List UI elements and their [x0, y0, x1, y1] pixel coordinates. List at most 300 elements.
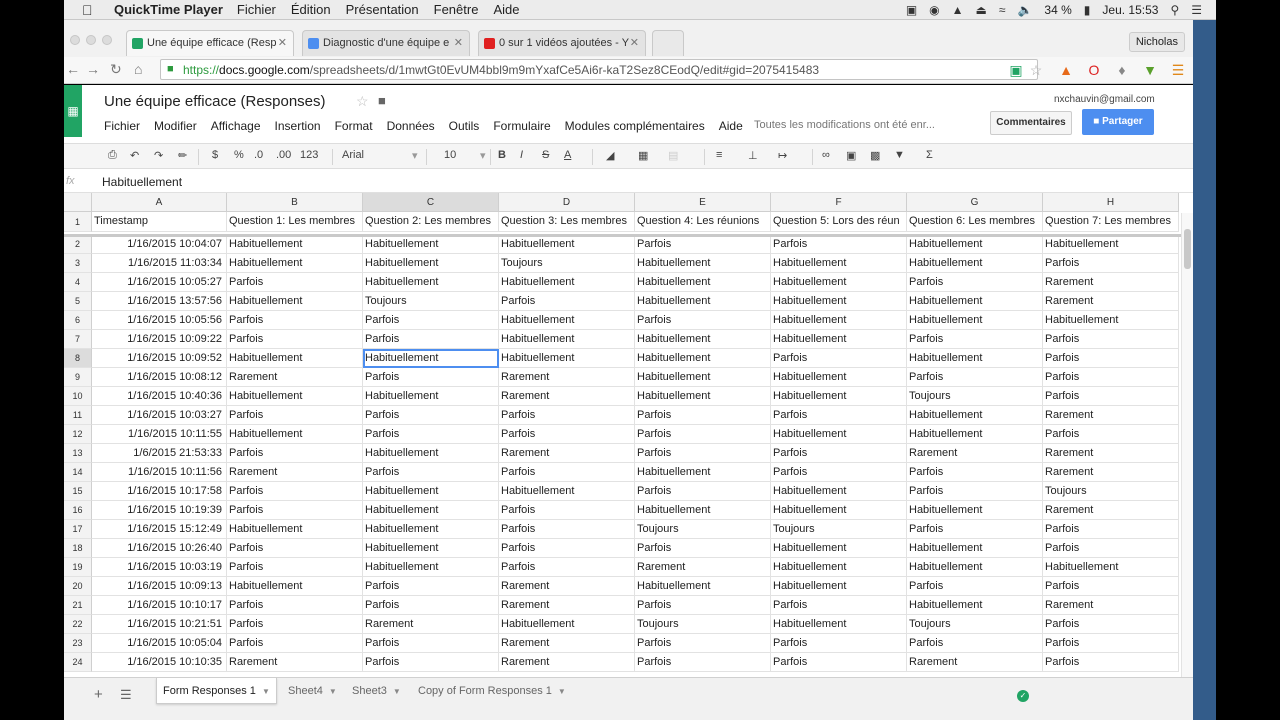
- timestamp-cell[interactable]: 1/6/2015 21:53:33: [92, 444, 227, 463]
- response-cell[interactable]: Toujours: [907, 615, 1043, 634]
- row-header[interactable]: 24: [64, 653, 92, 672]
- response-cell[interactable]: Parfois: [499, 292, 635, 311]
- menu-affichage[interactable]: Affichage: [210, 119, 261, 133]
- print-icon[interactable]: ⎙: [108, 149, 117, 161]
- clock[interactable]: Jeu. 15:53: [1102, 2, 1159, 17]
- response-cell[interactable]: Parfois: [499, 425, 635, 444]
- response-cell[interactable]: Parfois: [1043, 387, 1179, 406]
- timestamp-cell[interactable]: 1/16/2015 10:03:27: [92, 406, 227, 425]
- menu-donnees[interactable]: Données: [386, 119, 435, 133]
- response-cell[interactable]: Parfois: [907, 577, 1043, 596]
- chrome-menu-icon[interactable]: ☰: [1171, 62, 1185, 78]
- response-cell[interactable]: Toujours: [635, 520, 771, 539]
- response-cell[interactable]: Parfois: [1043, 425, 1179, 444]
- timestamp-cell[interactable]: 1/16/2015 10:04:07: [92, 235, 227, 254]
- response-cell[interactable]: Parfois: [907, 520, 1043, 539]
- response-cell[interactable]: Parfois: [1043, 653, 1179, 672]
- response-cell[interactable]: Rarement: [499, 634, 635, 653]
- response-cell[interactable]: Rarement: [363, 615, 499, 634]
- response-cell[interactable]: Parfois: [363, 634, 499, 653]
- response-cell[interactable]: Rarement: [499, 577, 635, 596]
- response-cell[interactable]: Habituellement: [907, 235, 1043, 254]
- response-cell[interactable]: Parfois: [771, 235, 907, 254]
- timestamp-cell[interactable]: 1/16/2015 10:11:56: [92, 463, 227, 482]
- response-cell[interactable]: Habituellement: [771, 292, 907, 311]
- timestamp-cell[interactable]: 1/16/2015 10:26:40: [92, 539, 227, 558]
- response-cell[interactable]: Habituellement: [907, 254, 1043, 273]
- response-cell[interactable]: Parfois: [227, 634, 363, 653]
- response-cell[interactable]: Parfois: [363, 653, 499, 672]
- row-header[interactable]: 2: [64, 235, 92, 254]
- row-header[interactable]: 1: [64, 212, 92, 232]
- row-header[interactable]: 23: [64, 634, 92, 653]
- menu-aide[interactable]: Aide: [493, 2, 520, 17]
- column-header-g[interactable]: G: [907, 193, 1043, 212]
- sheet-tab-sheet4[interactable]: [282, 678, 343, 704]
- insert-comment-icon[interactable]: ▣: [846, 150, 857, 162]
- response-cell[interactable]: Parfois: [635, 444, 771, 463]
- response-cell[interactable]: Habituellement: [227, 349, 363, 368]
- row-header[interactable]: 20: [64, 577, 92, 596]
- row-header[interactable]: 19: [64, 558, 92, 577]
- response-cell[interactable]: Rarement: [1043, 463, 1179, 482]
- document-title[interactable]: Une équipe efficace (Responses): [104, 93, 326, 110]
- column-header-c[interactable]: C: [363, 193, 499, 212]
- response-cell[interactable]: Habituellement: [499, 235, 635, 254]
- currency-format-icon[interactable]: $: [212, 149, 219, 161]
- response-cell[interactable]: Parfois: [907, 482, 1043, 501]
- response-cell[interactable]: Parfois: [771, 444, 907, 463]
- vertical-align-icon[interactable]: ⊥: [748, 150, 758, 162]
- row-header[interactable]: 9: [64, 368, 92, 387]
- header-cell[interactable]: Question 4: Les réunions: [635, 212, 771, 232]
- extension-puzzle-icon[interactable]: ♦: [1118, 62, 1126, 78]
- timestamp-cell[interactable]: 1/16/2015 10:11:55: [92, 425, 227, 444]
- response-cell[interactable]: Rarement: [1043, 501, 1179, 520]
- header-cell[interactable]: Question 7: Les membres: [1043, 212, 1179, 232]
- sheet-tab-copy-form-responses-1[interactable]: [412, 678, 572, 704]
- share-button[interactable]: [1082, 109, 1154, 135]
- menu-formulaire[interactable]: Formulaire: [493, 119, 551, 133]
- add-sheet-icon[interactable]: +: [94, 686, 103, 703]
- response-cell[interactable]: Parfois: [363, 406, 499, 425]
- response-cell[interactable]: Parfois: [227, 406, 363, 425]
- row-header[interactable]: 14: [64, 463, 92, 482]
- menu-fenetre[interactable]: Fenêtre: [433, 2, 479, 17]
- header-cell[interactable]: Question 2: Les membres: [363, 212, 499, 232]
- response-cell[interactable]: Parfois: [771, 349, 907, 368]
- response-cell[interactable]: Parfois: [771, 653, 907, 672]
- strikethrough-icon[interactable]: S: [542, 149, 550, 161]
- response-cell[interactable]: Habituellement: [499, 615, 635, 634]
- response-cell[interactable]: Rarement: [1043, 406, 1179, 425]
- sheet-tab-form-responses-1[interactable]: [156, 678, 277, 704]
- menu-aide[interactable]: Aide: [718, 119, 743, 133]
- window-minimize-button[interactable]: [86, 35, 96, 45]
- response-cell[interactable]: Habituellement: [363, 387, 499, 406]
- chevron-down-icon[interactable]: ▾: [412, 150, 418, 162]
- column-header-h[interactable]: H: [1043, 193, 1179, 212]
- row-header[interactable]: 7: [64, 330, 92, 349]
- response-cell[interactable]: Habituellement: [771, 482, 907, 501]
- column-header-e[interactable]: E: [635, 193, 771, 212]
- response-cell[interactable]: Habituellement: [227, 425, 363, 444]
- screen-record-icon[interactable]: ▣: [905, 2, 918, 17]
- response-cell[interactable]: Rarement: [499, 653, 635, 672]
- header-cell[interactable]: Question 3: Les membres: [499, 212, 635, 232]
- response-cell[interactable]: Habituellement: [771, 368, 907, 387]
- response-cell[interactable]: Parfois: [635, 539, 771, 558]
- response-cell[interactable]: Parfois: [227, 615, 363, 634]
- response-cell[interactable]: Habituellement: [907, 349, 1043, 368]
- tab-close-icon[interactable]: ✕: [277, 37, 287, 49]
- formula-input[interactable]: Habituellement: [102, 175, 183, 189]
- response-cell[interactable]: Habituellement: [499, 482, 635, 501]
- timestamp-cell[interactable]: 1/16/2015 10:19:39: [92, 501, 227, 520]
- timestamp-cell[interactable]: 1/16/2015 10:05:56: [92, 311, 227, 330]
- address-bar[interactable]: [160, 59, 1038, 80]
- response-cell[interactable]: Parfois: [227, 501, 363, 520]
- battery-icon[interactable]: ▮: [1083, 2, 1091, 17]
- response-cell[interactable]: Parfois: [771, 634, 907, 653]
- response-cell[interactable]: Rarement: [499, 596, 635, 615]
- response-cell[interactable]: Parfois: [363, 577, 499, 596]
- menu-insertion[interactable]: Insertion: [274, 119, 321, 133]
- bold-icon[interactable]: B: [498, 149, 506, 161]
- frozen-row-divider[interactable]: [64, 234, 1184, 237]
- response-cell[interactable]: Parfois: [363, 330, 499, 349]
- response-cell[interactable]: Parfois: [499, 520, 635, 539]
- response-cell[interactable]: Parfois: [499, 558, 635, 577]
- insert-chart-icon[interactable]: ▩: [870, 150, 881, 162]
- response-cell[interactable]: Rarement: [1043, 273, 1179, 292]
- response-cell[interactable]: Rarement: [1043, 444, 1179, 463]
- response-cell[interactable]: Habituellement: [771, 387, 907, 406]
- header-cell[interactable]: Question 6: Les membres: [907, 212, 1043, 232]
- response-cell[interactable]: Rarement: [907, 653, 1043, 672]
- response-cell[interactable]: Parfois: [1043, 577, 1179, 596]
- response-cell[interactable]: Parfois: [907, 273, 1043, 292]
- response-cell[interactable]: Habituellement: [635, 330, 771, 349]
- apple-icon[interactable]: [82, 2, 100, 18]
- wifi-icon[interactable]: ≈: [998, 2, 1006, 17]
- response-cell[interactable]: Parfois: [227, 539, 363, 558]
- menu-modifier[interactable]: Modifier: [154, 119, 197, 133]
- response-cell[interactable]: Habituellement: [227, 577, 363, 596]
- merge-cells-icon[interactable]: ▤: [668, 150, 679, 162]
- vertical-scrollbar[interactable]: [1181, 213, 1193, 683]
- response-cell[interactable]: Parfois: [635, 425, 771, 444]
- menu-outils[interactable]: Outils: [448, 119, 480, 133]
- back-icon[interactable]: ←: [66, 61, 80, 77]
- response-cell[interactable]: Parfois: [227, 558, 363, 577]
- response-cell[interactable]: Parfois: [227, 444, 363, 463]
- response-cell[interactable]: Habituellement: [363, 349, 499, 368]
- row-header[interactable]: 5: [64, 292, 92, 311]
- timestamp-cell[interactable]: 1/16/2015 10:40:36: [92, 387, 227, 406]
- response-cell[interactable]: Rarement: [1043, 596, 1179, 615]
- extension-opera-icon[interactable]: O: [1088, 62, 1100, 78]
- response-cell[interactable]: Habituellement: [227, 235, 363, 254]
- eject-icon[interactable]: ⏏: [975, 2, 987, 17]
- response-cell[interactable]: Habituellement: [771, 615, 907, 634]
- response-cell[interactable]: Habituellement: [363, 273, 499, 292]
- font-size-select[interactable]: 10: [444, 149, 457, 161]
- response-cell[interactable]: Habituellement: [771, 539, 907, 558]
- response-cell[interactable]: Rarement: [635, 558, 771, 577]
- response-cell[interactable]: Parfois: [907, 634, 1043, 653]
- notification-icon[interactable]: ▲: [951, 2, 964, 17]
- response-cell[interactable]: Habituellement: [1043, 311, 1179, 330]
- notification-center-icon[interactable]: ☰: [1191, 2, 1202, 17]
- response-cell[interactable]: Rarement: [907, 444, 1043, 463]
- window-close-button[interactable]: [70, 35, 80, 45]
- response-cell[interactable]: Habituellement: [907, 292, 1043, 311]
- response-cell[interactable]: Parfois: [499, 463, 635, 482]
- menu-fichier[interactable]: Fichier: [236, 2, 276, 17]
- response-cell[interactable]: Habituellement: [1043, 235, 1179, 254]
- response-cell[interactable]: Habituellement: [635, 273, 771, 292]
- percent-format-icon[interactable]: %: [234, 149, 244, 161]
- response-cell[interactable]: Parfois: [907, 330, 1043, 349]
- autosave-status[interactable]: Toutes les modifications ont été enr...: [754, 119, 935, 131]
- response-cell[interactable]: Habituellement: [635, 349, 771, 368]
- filter-icon[interactable]: ▼: [894, 149, 905, 161]
- profile-button[interactable]: Nicholas: [1129, 32, 1185, 52]
- response-cell[interactable]: Habituellement: [771, 577, 907, 596]
- comments-button[interactable]: Commentaires: [990, 111, 1072, 135]
- column-header-d[interactable]: D: [499, 193, 635, 212]
- response-cell[interactable]: Habituellement: [363, 558, 499, 577]
- scrollbar-thumb[interactable]: [1184, 229, 1191, 269]
- select-all-corner[interactable]: [64, 193, 92, 212]
- spotlight-search-icon[interactable]: ⚲: [1170, 2, 1180, 17]
- italic-icon[interactable]: I: [520, 149, 524, 161]
- app-name[interactable]: QuickTime Player: [114, 2, 223, 17]
- account-email[interactable]: nxchauvin@gmail.com: [1054, 94, 1155, 105]
- star-icon[interactable]: ☆: [356, 93, 369, 109]
- row-header[interactable]: 16: [64, 501, 92, 520]
- response-cell[interactable]: Habituellement: [499, 311, 635, 330]
- header-cell[interactable]: Question 1: Les membres: [227, 212, 363, 232]
- font-family-select[interactable]: Arial: [342, 149, 365, 161]
- timestamp-cell[interactable]: 1/16/2015 10:21:51: [92, 615, 227, 634]
- response-cell[interactable]: Habituellement: [499, 273, 635, 292]
- response-cell[interactable]: Parfois: [363, 425, 499, 444]
- chevron-down-icon[interactable]: ▼: [261, 687, 270, 696]
- response-cell[interactable]: Parfois: [363, 463, 499, 482]
- timestamp-cell[interactable]: 1/16/2015 10:17:58: [92, 482, 227, 501]
- response-cell[interactable]: Parfois: [771, 463, 907, 482]
- response-cell[interactable]: Habituellement: [771, 273, 907, 292]
- timestamp-cell[interactable]: 1/16/2015 10:09:52: [92, 349, 227, 368]
- sheet-list-icon[interactable]: ☰: [120, 687, 132, 702]
- response-cell[interactable]: Parfois: [363, 596, 499, 615]
- tab-close-icon[interactable]: ✕: [629, 37, 639, 49]
- response-cell[interactable]: Habituellement: [363, 254, 499, 273]
- response-cell[interactable]: Parfois: [499, 501, 635, 520]
- response-cell[interactable]: Habituellement: [907, 406, 1043, 425]
- timestamp-cell[interactable]: 1/16/2015 10:08:12: [92, 368, 227, 387]
- number-format-select[interactable]: 123: [300, 149, 319, 161]
- response-cell[interactable]: Toujours: [499, 254, 635, 273]
- response-cell[interactable]: Toujours: [1043, 482, 1179, 501]
- response-cell[interactable]: Habituellement: [635, 292, 771, 311]
- response-cell[interactable]: Habituellement: [907, 558, 1043, 577]
- header-cell[interactable]: Question 5: Lors des réun: [771, 212, 907, 232]
- response-cell[interactable]: Parfois: [1043, 330, 1179, 349]
- borders-icon[interactable]: ▦: [638, 150, 649, 162]
- sheet-tab-sheet3[interactable]: [346, 678, 407, 704]
- redo-icon[interactable]: ↷: [154, 150, 164, 162]
- response-cell[interactable]: Habituellement: [1043, 558, 1179, 577]
- row-header[interactable]: 22: [64, 615, 92, 634]
- row-header[interactable]: 3: [64, 254, 92, 273]
- tab-close-icon[interactable]: ✕: [453, 37, 463, 49]
- response-cell[interactable]: Habituellement: [363, 520, 499, 539]
- horizontal-align-icon[interactable]: ≡: [716, 149, 723, 161]
- forward-icon[interactable]: →: [86, 61, 100, 77]
- response-cell[interactable]: Parfois: [907, 368, 1043, 387]
- response-cell[interactable]: Habituellement: [771, 558, 907, 577]
- menu-format[interactable]: Format: [334, 119, 373, 133]
- folder-icon[interactable]: ■: [378, 93, 386, 108]
- response-cell[interactable]: Parfois: [1043, 368, 1179, 387]
- chevron-down-icon[interactable]: ▼: [392, 687, 401, 696]
- text-wrap-icon[interactable]: ↦: [778, 150, 788, 162]
- extension-flame-icon[interactable]: ▲: [1059, 62, 1073, 78]
- response-cell[interactable]: Parfois: [227, 482, 363, 501]
- response-cell[interactable]: Rarement: [1043, 292, 1179, 311]
- column-header-a[interactable]: A: [92, 193, 227, 212]
- column-header-b[interactable]: B: [227, 193, 363, 212]
- row-header[interactable]: 11: [64, 406, 92, 425]
- response-cell[interactable]: Parfois: [227, 311, 363, 330]
- row-header[interactable]: 4: [64, 273, 92, 292]
- response-cell[interactable]: Habituellement: [363, 444, 499, 463]
- timestamp-cell[interactable]: 1/16/2015 10:09:13: [92, 577, 227, 596]
- row-header[interactable]: 15: [64, 482, 92, 501]
- response-cell[interactable]: Parfois: [1043, 539, 1179, 558]
- response-cell[interactable]: Habituellement: [227, 254, 363, 273]
- home-icon[interactable]: ⌂: [134, 61, 143, 77]
- record-icon[interactable]: ◉: [929, 2, 940, 17]
- response-cell[interactable]: Habituellement: [227, 520, 363, 539]
- response-cell[interactable]: Parfois: [635, 482, 771, 501]
- response-cell[interactable]: Habituellement: [363, 501, 499, 520]
- timestamp-cell[interactable]: 1/16/2015 13:57:56: [92, 292, 227, 311]
- timestamp-cell[interactable]: 1/16/2015 10:10:17: [92, 596, 227, 615]
- response-cell[interactable]: Toujours: [363, 292, 499, 311]
- timestamp-cell[interactable]: 1/16/2015 15:12:49: [92, 520, 227, 539]
- response-cell[interactable]: Habituellement: [635, 501, 771, 520]
- response-cell[interactable]: Habituellement: [907, 596, 1043, 615]
- sheets-logo-icon[interactable]: ▦: [64, 85, 82, 137]
- browser-tab-diagnostic[interactable]: [302, 30, 470, 56]
- response-cell[interactable]: Parfois: [635, 311, 771, 330]
- text-color-icon[interactable]: A: [564, 149, 572, 161]
- menu-fichier[interactable]: Fichier: [104, 119, 141, 133]
- extension-download-icon[interactable]: ▼: [1143, 62, 1157, 78]
- response-cell[interactable]: Habituellement: [907, 539, 1043, 558]
- response-cell[interactable]: Rarement: [227, 463, 363, 482]
- response-cell[interactable]: Parfois: [499, 406, 635, 425]
- insert-link-icon[interactable]: ∞: [822, 149, 830, 161]
- response-cell[interactable]: Habituellement: [771, 330, 907, 349]
- timestamp-cell[interactable]: 1/16/2015 11:03:34: [92, 254, 227, 273]
- new-tab-button[interactable]: [652, 30, 684, 56]
- sheets-extension-icon[interactable]: ▣: [1009, 62, 1023, 78]
- response-cell[interactable]: Habituellement: [907, 311, 1043, 330]
- response-cell[interactable]: Habituellement: [227, 387, 363, 406]
- row-header[interactable]: 10: [64, 387, 92, 406]
- row-header[interactable]: 21: [64, 596, 92, 615]
- response-cell[interactable]: Rarement: [499, 444, 635, 463]
- response-cell[interactable]: Parfois: [771, 596, 907, 615]
- row-header[interactable]: 13: [64, 444, 92, 463]
- response-cell[interactable]: Rarement: [499, 368, 635, 387]
- chevron-down-icon[interactable]: ▼: [557, 687, 566, 696]
- reload-icon[interactable]: ↻: [110, 61, 122, 77]
- response-cell[interactable]: Habituellement: [771, 254, 907, 273]
- response-cell[interactable]: Toujours: [907, 387, 1043, 406]
- browser-tab-sheet[interactable]: [126, 30, 294, 56]
- response-cell[interactable]: Parfois: [907, 463, 1043, 482]
- chevron-down-icon[interactable]: ▼: [328, 687, 337, 696]
- timestamp-cell[interactable]: 1/16/2015 10:10:35: [92, 653, 227, 672]
- response-cell[interactable]: Parfois: [635, 596, 771, 615]
- response-cell[interactable]: Parfois: [227, 596, 363, 615]
- header-cell[interactable]: Timestamp: [92, 212, 227, 232]
- explore-check-icon[interactable]: ✓: [1017, 690, 1029, 702]
- response-cell[interactable]: Habituellement: [227, 292, 363, 311]
- response-cell[interactable]: Parfois: [635, 406, 771, 425]
- response-cell[interactable]: Habituellement: [635, 577, 771, 596]
- response-cell[interactable]: Rarement: [227, 653, 363, 672]
- paint-format-icon[interactable]: ✏: [178, 150, 188, 162]
- timestamp-cell[interactable]: 1/16/2015 10:09:22: [92, 330, 227, 349]
- volume-icon[interactable]: 🔈: [1017, 2, 1033, 17]
- response-cell[interactable]: Habituellement: [907, 425, 1043, 444]
- response-cell[interactable]: Toujours: [635, 615, 771, 634]
- decrease-decimal-icon[interactable]: .0: [254, 149, 264, 161]
- undo-icon[interactable]: ↶: [130, 150, 140, 162]
- response-cell[interactable]: Habituellement: [635, 368, 771, 387]
- response-cell[interactable]: Parfois: [499, 539, 635, 558]
- row-header[interactable]: 8: [64, 349, 92, 368]
- response-cell[interactable]: Parfois: [635, 235, 771, 254]
- menu-presentation[interactable]: Présentation: [345, 2, 419, 17]
- response-cell[interactable]: Parfois: [363, 311, 499, 330]
- response-cell[interactable]: Habituellement: [363, 482, 499, 501]
- response-cell[interactable]: Habituellement: [635, 387, 771, 406]
- response-cell[interactable]: Parfois: [1043, 254, 1179, 273]
- response-cell[interactable]: Parfois: [635, 653, 771, 672]
- response-cell[interactable]: Parfois: [1043, 349, 1179, 368]
- timestamp-cell[interactable]: 1/16/2015 10:05:27: [92, 273, 227, 292]
- response-cell[interactable]: Rarement: [227, 368, 363, 387]
- fill-color-icon[interactable]: ◢: [606, 150, 615, 162]
- response-cell[interactable]: Parfois: [1043, 615, 1179, 634]
- browser-tab-youtube[interactable]: [478, 30, 646, 56]
- response-cell[interactable]: Habituellement: [635, 463, 771, 482]
- response-cell[interactable]: Habituellement: [907, 501, 1043, 520]
- menu-edition[interactable]: Édition: [290, 2, 331, 17]
- response-cell[interactable]: Parfois: [635, 634, 771, 653]
- response-cell[interactable]: Rarement: [499, 387, 635, 406]
- timestamp-cell[interactable]: 1/16/2015 10:05:04: [92, 634, 227, 653]
- column-header-f[interactable]: F: [771, 193, 907, 212]
